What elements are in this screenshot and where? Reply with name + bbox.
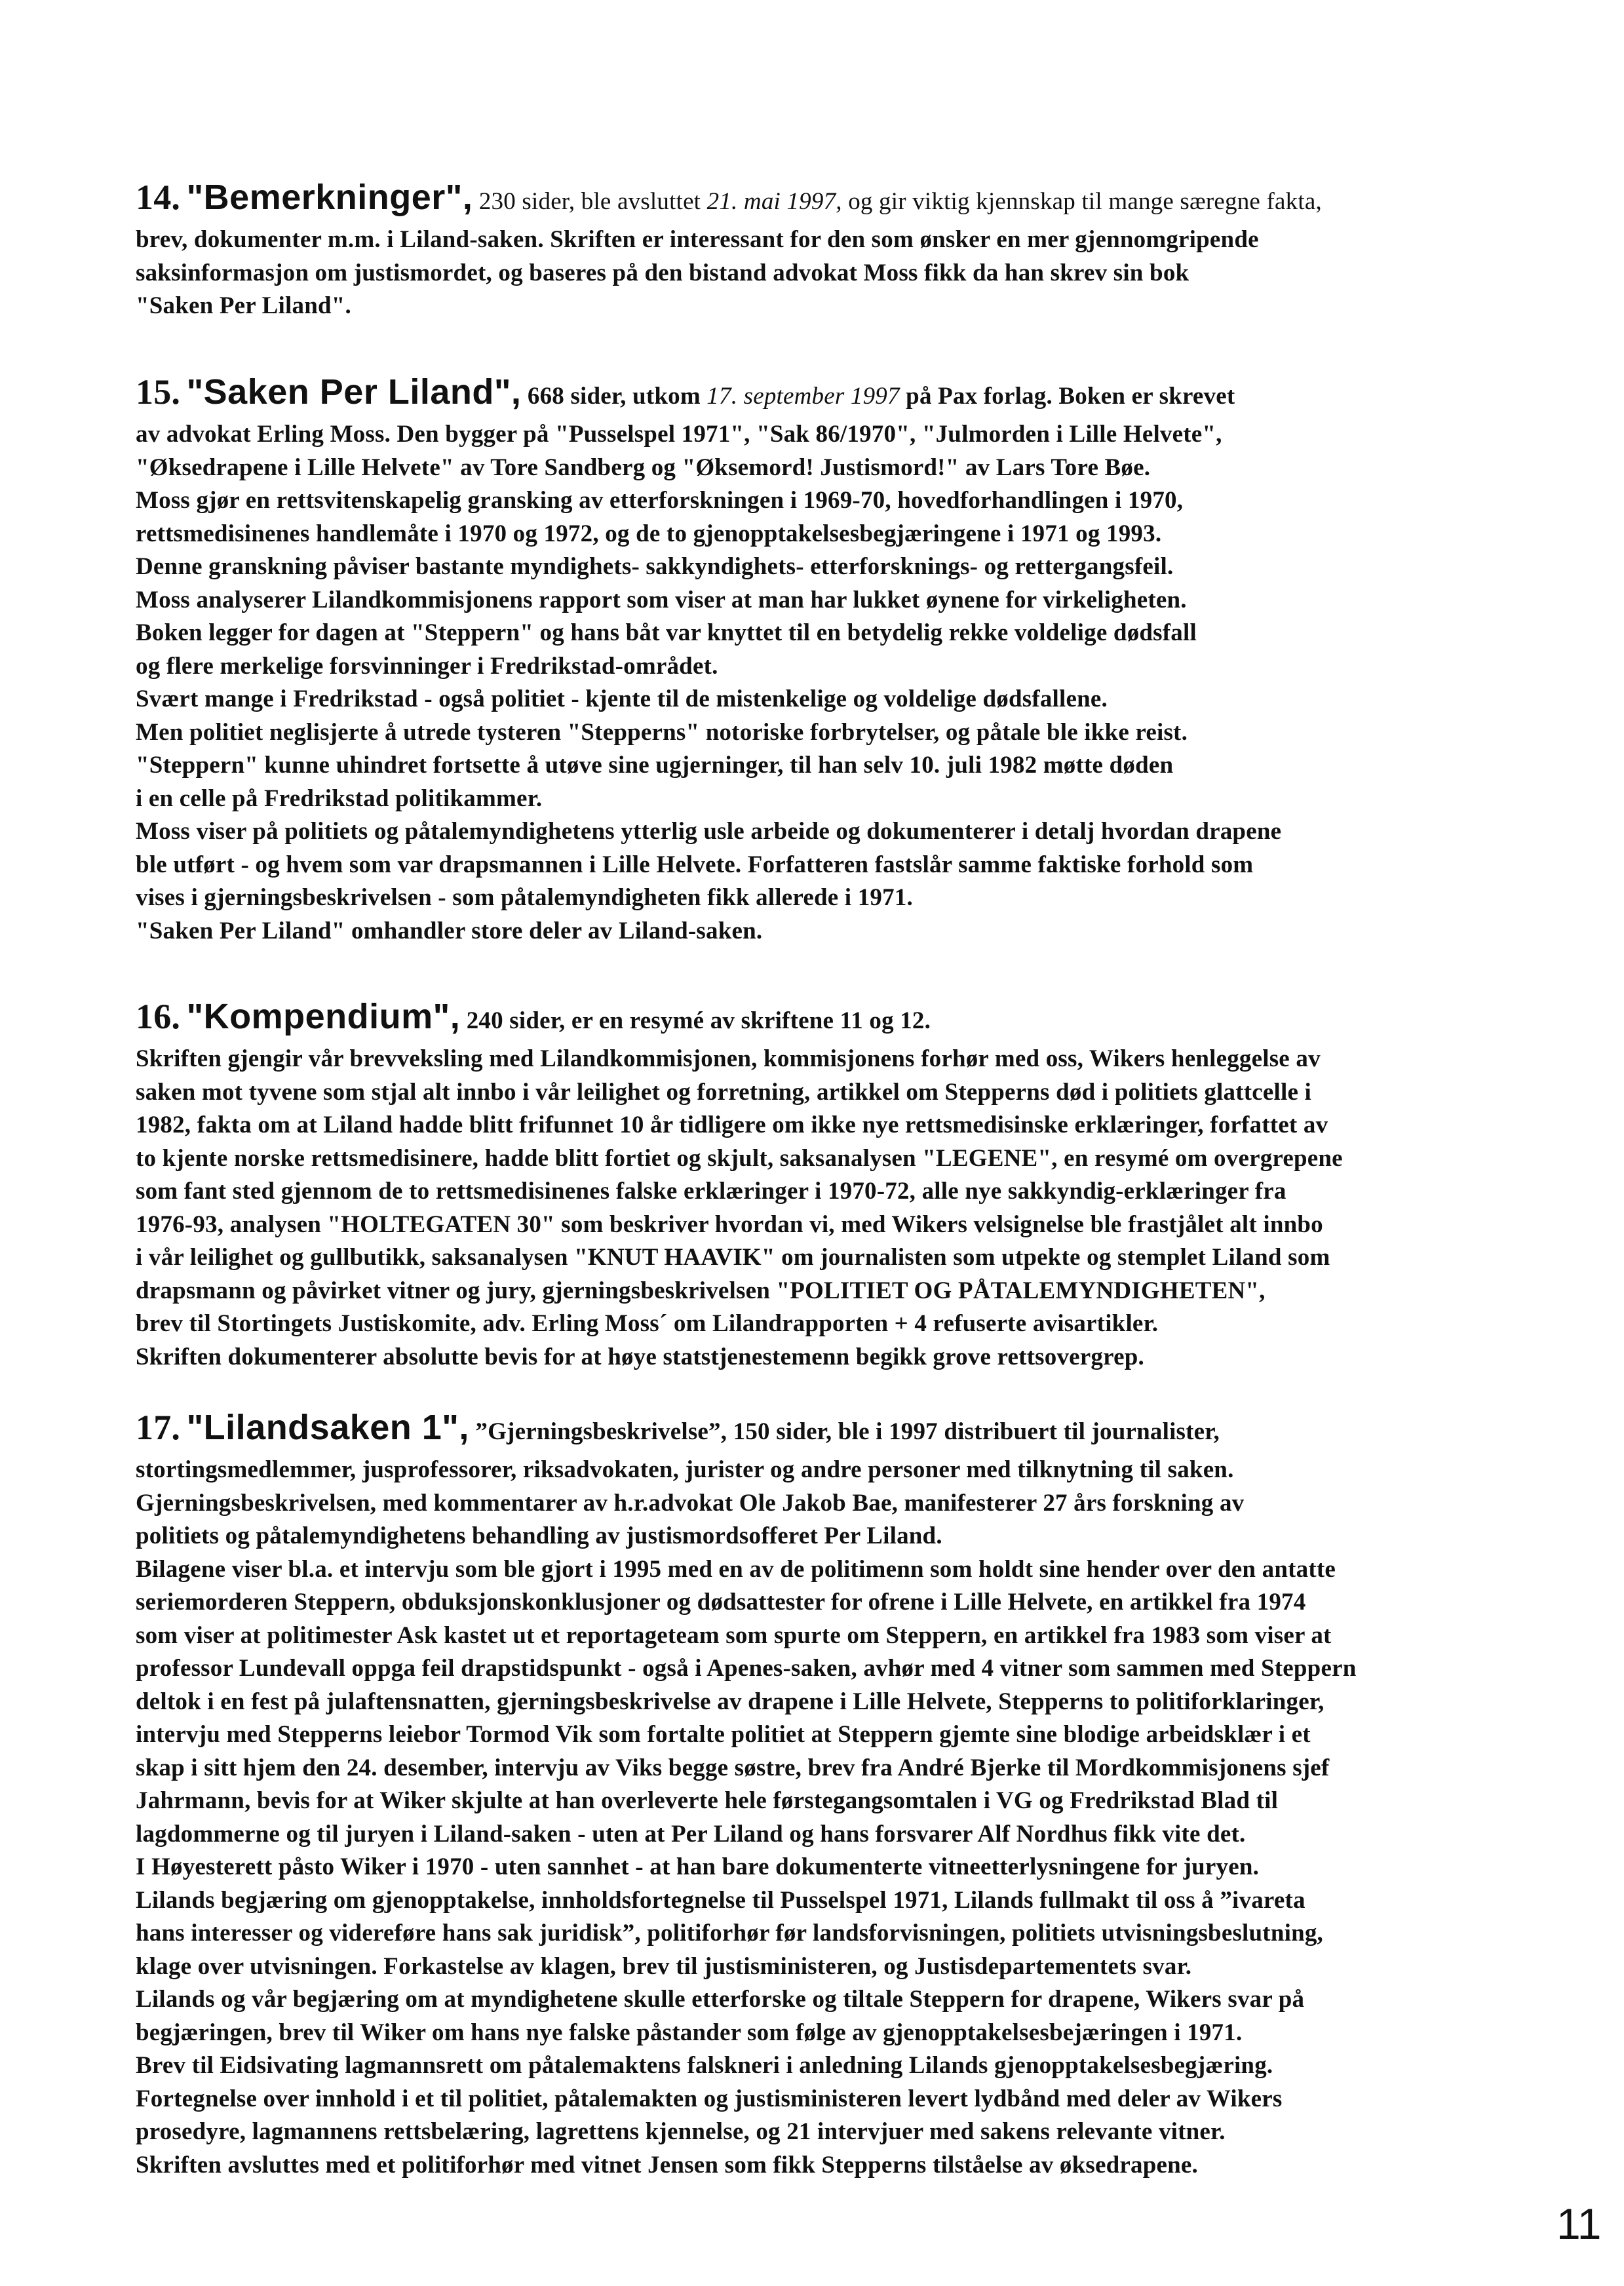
entry-line: "Saken Per Liland" omhandler store deler av Liland-saken. xyxy=(136,917,763,944)
entry-heading xyxy=(136,1406,1512,1454)
entry-line: Boken legger for dagen at "Steppern" og hans båt var knyttet til en betydelig rekke voldelige dødsfall xyxy=(136,619,1197,646)
entry-line: Moss analyserer Lilandkommisjonens rapport som viser at man har lukket øynene for virkeligheten. xyxy=(136,586,1187,613)
entry-line: "Saken Per Liland". xyxy=(136,292,351,319)
entry-line: to kjente norske rettsmedisinere, hadde blitt fortiet og skjult, saksanalysen "LEGENE", en resymé om overgrepene xyxy=(136,1144,1343,1172)
entry-line: som viser at politimester Ask kastet ut et reportageteam som spurte om Steppern, en artikkel fra 1983 som viser at xyxy=(136,1621,1332,1649)
entry-line: Gjerningsbeskrivelsen, med kommentarer av h.r.advokat Ole Jakob Bae, manifesterer 27 års forskning av xyxy=(136,1489,1245,1517)
entry-line: professor Lundevall oppga feil drapstidspunkt - også i Apenes-saken, avhør med 4 vitner som sammen med Steppern xyxy=(136,1655,1357,1682)
entry-line: saken mot tyvene som stjal alt innbo i vår leilighet og forretning, artikkel om Stepperns død i politiets glattcelle i xyxy=(136,1078,1312,1106)
entry-line: av advokat Erling Moss. Den bygger på "Pusselspel 1971", "Sak 86/1970", "Julmorden i Lille Helvete", xyxy=(136,421,1222,448)
entry-line: hans interesser og videreføre hans sak juridisk”, politiforhør før landsforvisningen, politiets utvisningsbeslutning, xyxy=(136,1920,1324,1947)
entry-heading xyxy=(136,176,1512,223)
entry-line: ble utført - og hvem som var drapsmannen i Lille Helvete. Forfatteren fastslår samme faktiske forhold som xyxy=(136,851,1254,878)
entry-14 xyxy=(136,176,1512,323)
entry-title: "Bemerkninger", xyxy=(186,178,473,217)
entry-line: prosedyre, lagmannens rettsbelæring, lagrettens kjennelse, og 21 intervjuer med sakens relevante vitner. xyxy=(136,2118,1226,2145)
entry-line: Skriften avsluttes med et politiforhør med vitnet Jensen som fikk Stepperns tilståelse av øksedrapene. xyxy=(136,2151,1198,2179)
entry-15 xyxy=(136,370,1512,948)
entry-line: i vår leilighet og gullbutikk, saksanalysen "KNUT HAAVIK" om journalisten som utpekte og stemplet Liland som xyxy=(136,1244,1330,1271)
entry-line: brev til Stortingets Justiskomite, adv. Erling Moss´ om Lilandrapporten + 4 refuserte avisartikler. xyxy=(136,1310,1159,1337)
entry-lead: ”Gjerningsbeskrivelse”, 150 sider, ble i 1997 distribuert til journalister, xyxy=(475,1418,1220,1445)
entry-16 xyxy=(136,995,1512,1374)
entry-line: Brev til Eidsivating lagmannsrett om påtalemaktens falskneri i anledning Lilands gjenopptakelsesbegjæring. xyxy=(136,2052,1273,2079)
entry-line: Moss gjør en rettsvitenskapelig gransking av etterforskningen i 1969-70, hovedforhandlingen i 1970, xyxy=(136,487,1184,514)
entry-lead: 230 sider, ble avsluttet xyxy=(478,188,701,215)
entry-line: "Øksedrapene i Lille Helvete" av Tore Sandberg og "Øksemord! Justismord!" av Lars Tore Bøe. xyxy=(136,454,1151,481)
entry-number: 14. xyxy=(136,178,181,217)
entry-lead: 668 sider, utkom xyxy=(527,383,701,410)
entry-17 xyxy=(136,1406,1512,2182)
entry-line: og flere merkelige forsvinninger i Fredrikstad-området. xyxy=(136,652,718,680)
entry-line: stortingsmedlemmer, jusprofessorer, riksadvokaten, jurister og andre personer med tilknytning til saken. xyxy=(136,1456,1234,1483)
entry-line: 1976-93, analysen "HOLTEGATEN 30" som beskriver hvordan vi, med Wikers velsignelse ble frastjålet alt innbo xyxy=(136,1211,1323,1238)
entry-date: 21. mai 1997, xyxy=(706,188,842,215)
entry-lead-rest: på Pax forlag. Boken er skrevet xyxy=(906,383,1235,410)
entry-line: som fant sted gjennom de to rettsmedisinenes falske erklæringer i 1970-72, alle nye sakkyndig-erklæringer fra xyxy=(136,1178,1286,1205)
entry-number: 16. xyxy=(136,997,181,1036)
entry-line: klage over utvisningen. Forkastelse av klagen, brev til justisministeren, og Justisdepartementets svar. xyxy=(136,1952,1192,1980)
entry-lead: 240 sider, er en resymé av skriftene 11 og 12. xyxy=(466,1007,931,1034)
entry-line: Jahrmann, bevis for at Wiker skjulte at han overleverte hele førstegangsomtalen i VG og Fredrikstad Blad til xyxy=(136,1787,1279,1814)
entry-line: politiets og påtalemyndighetens behandling av justismordsofferet Per Liland. xyxy=(136,1522,942,1549)
entry-title: "Lilandsaken 1", xyxy=(186,1408,469,1447)
entry-line: Men politiet neglisjerte å utrede tysteren "Stepperns" notoriske forbrytelser, og påtale ble ikke reist. xyxy=(136,718,1188,746)
entry-line: Svært mange i Fredrikstad - også politiet - kjente til de mistenkelige og voldelige dødsfallene. xyxy=(136,686,1108,712)
entry-line: 1982, fakta om at Liland hadde blitt frifunnet 10 år tidligere om ikke nye rettsmedisinske erklæringer, forfattet av xyxy=(136,1112,1328,1138)
entry-line: "Steppern" kunne uhindret fortsette å utøve sine ugjerninger, til han selv 10. juli 1982 møtte døden xyxy=(136,752,1174,779)
entry-lead-rest: og gir viktig kjennskap til mange særegne fakta, xyxy=(848,188,1322,215)
entry-line: Bilagene viser bl.a. et intervju som ble gjort i 1995 med en av de politimenn som holdt sine hender over den antatte xyxy=(136,1555,1336,1583)
entry-number: 17. xyxy=(136,1408,181,1447)
entry-line: begjæringen, brev til Wiker om hans nye falske påstander som følge av gjenopptakelsesbejæringen i 1971. xyxy=(136,2019,1243,2046)
entry-line: i en celle på Fredrikstad politikammer. xyxy=(136,785,543,812)
entry-line: skap i sitt hjem den 24. desember, intervju av Viks begge søstre, brev fra André Bjerke til Mordkommisjonens sjef xyxy=(136,1754,1330,1781)
entry-line: deltok i en fest på julaftensnatten, gjerningsbeskrivelse av drapene i Lille Helvete, Stepperns to politiforklaringer, xyxy=(136,1688,1324,1715)
entry-line: Moss viser på politiets og påtalemyndighetens ytterlig usle arbeide og dokumenterer i detalj hvordan drapene xyxy=(136,818,1282,845)
entry-line: brev, dokumenter m.m. i Liland-saken. Skriften er interessant for den som ønsker en mer gjennomgripende xyxy=(136,226,1259,253)
entry-line: saksinformasjon om justismordet, og baseres på den bistand advokat Moss fikk da han skrev sin bok xyxy=(136,259,1189,286)
entry-line: Fortegnelse over innhold i et til politiet, påtalemakten og justisministeren levert lydbånd med deler av Wikers xyxy=(136,2085,1283,2112)
entry-line: vises i gjerningsbeskrivelsen - som påtalemyndigheten fikk allerede i 1971. xyxy=(136,884,913,911)
page-number: 11 xyxy=(1556,2199,1602,2248)
entry-number: 15. xyxy=(136,372,181,412)
entry-heading xyxy=(136,370,1512,418)
entry-title: "Kompendium", xyxy=(186,997,461,1036)
entry-title: "Saken Per Liland", xyxy=(186,372,522,412)
entry-heading xyxy=(136,995,1512,1043)
entry-line: drapsmann og påvirket vitner og jury, gjerningsbeskrivelsen "POLITIET OG PÅTALEMYNDIGHETEN", xyxy=(136,1277,1266,1304)
entry-line: I Høyesterett påsto Wiker i 1970 - uten sannhet - at han bare dokumenterte vitneetterlysningene for juryen. xyxy=(136,1853,1260,1880)
entry-line: lagdommerne og til juryen i Liland-saken - uten at Per Liland og hans forsvarer Alf Nordhus fikk vite det. xyxy=(136,1820,1246,1848)
entry-line: Lilands og vår begjæring om at myndighetene skulle etterforske og tiltale Steppern for drapene, Wikers svar på xyxy=(136,1986,1305,2013)
entry-line: Lilands begjæring om gjenopptakelse, innholdsfortegnelse til Pusselspel 1971, Lilands fullmakt til oss å ”ivareta xyxy=(136,1886,1305,1914)
entry-line: Denne granskning påviser bastante myndighets- sakkyndighets- etterforsknings- og rettergangsfeil. xyxy=(136,553,1174,580)
entry-line: Skriften dokumenterer absolutte bevis for at høye statstjenestemenn begikk grove rettsovergrep. xyxy=(136,1343,1144,1370)
entry-line: intervju med Stepperns leiebor Tormod Vik som fortalte politiet at Steppern gjemte sine blodige arbeidsklær i et xyxy=(136,1721,1311,1748)
entry-date: 17. september 1997 xyxy=(706,383,900,410)
entry-line: seriemorderen Steppern, obduksjonskonklusjoner og dødsattester for ofrene i Lille Helvete, en artikkel fra 1974 xyxy=(136,1589,1306,1616)
entry-line: rettsmedisinenes handlemåte i 1970 og 1972, og de to gjenopptakelsesbegjæringene i 1971 og 1993. xyxy=(136,520,1162,547)
entry-line: Skriften gjengir vår brevveksling med Lilandkommisjonen, kommisjonens forhør med oss, Wikers henleggelse av xyxy=(136,1045,1321,1072)
